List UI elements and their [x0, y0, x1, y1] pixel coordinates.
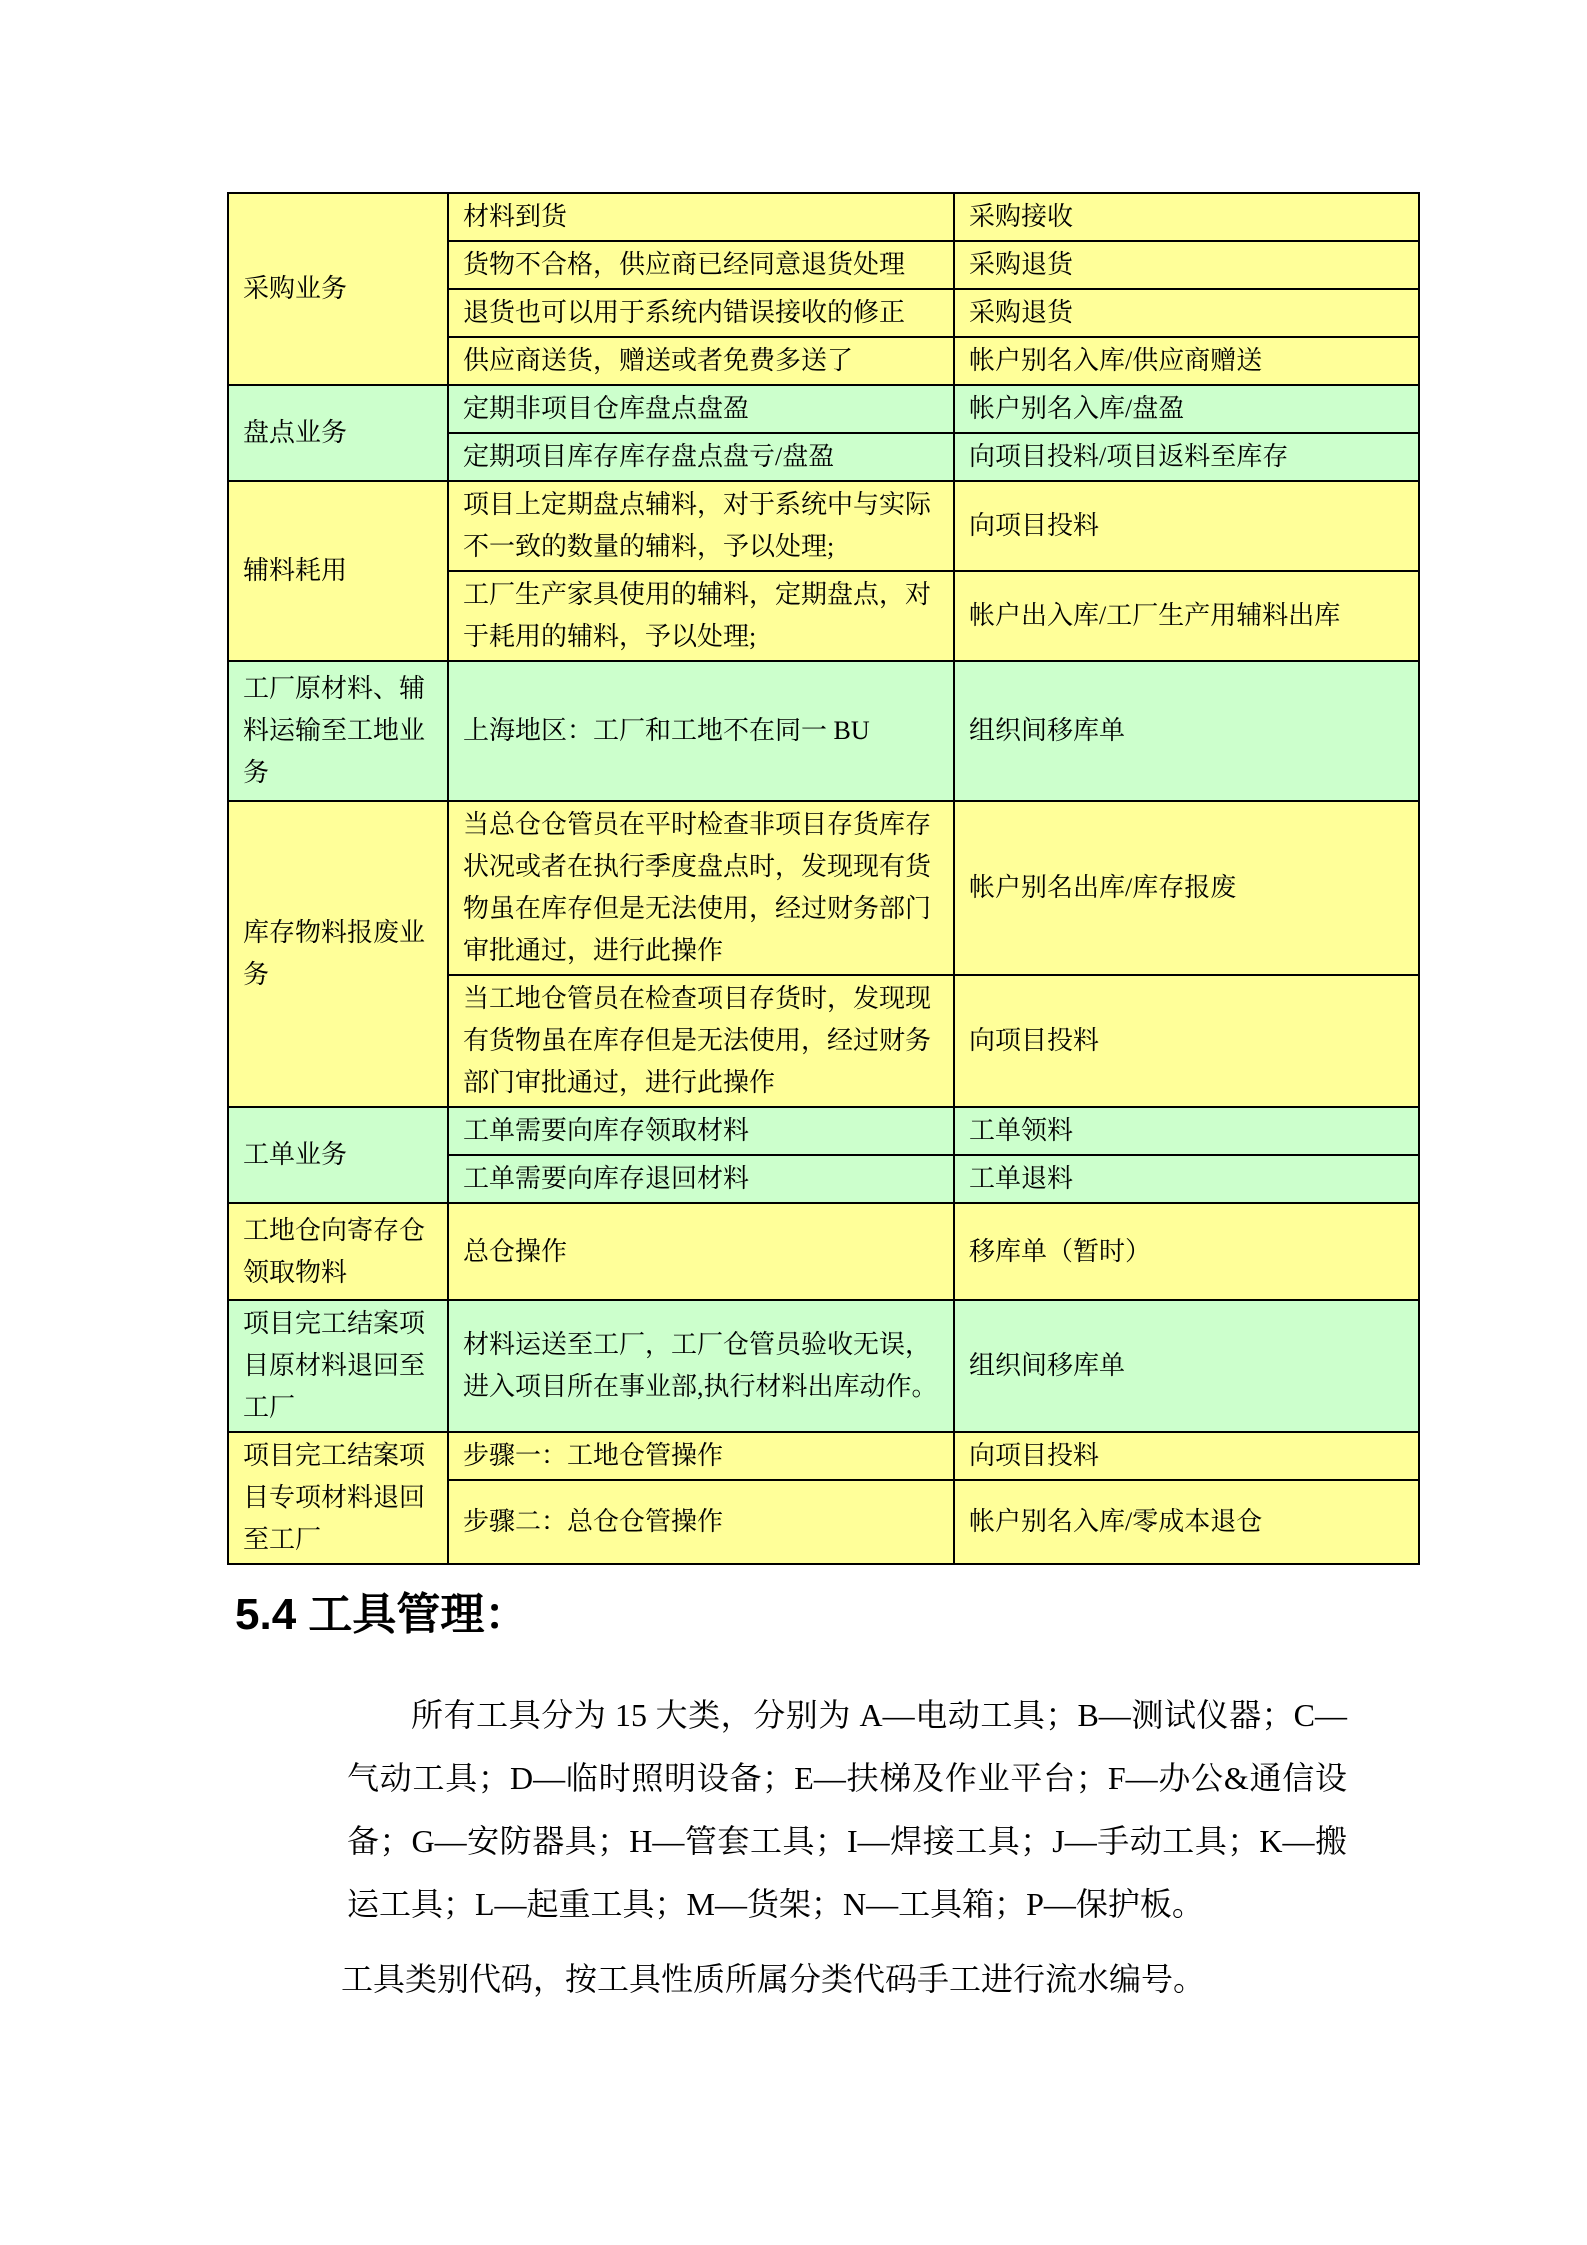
txn-cell: 向项目投料	[954, 481, 1419, 571]
txn-cell: 帐户别名入库/零成本退仓	[954, 1480, 1419, 1564]
txn-cell: 向项目投料	[954, 975, 1419, 1107]
category-cell: 项目完工结案项目专项材料退回至工厂	[228, 1432, 448, 1564]
business-process-table	[227, 192, 1420, 1565]
category-cell: 盘点业务	[228, 385, 448, 481]
desc-cell: 当工地仓管员在检查项目存货时，发现现有货物虽在库存但是无法使用，经过财务部门审批通过，进行此操作	[448, 975, 954, 1107]
desc-cell: 总仓操作	[448, 1203, 954, 1300]
category-cell: 采购业务	[228, 193, 448, 385]
desc-cell: 项目上定期盘点辅料，对于系统中与实际不一致的数量的辅料，予以处理;	[448, 481, 954, 571]
table-row	[228, 193, 1419, 241]
category-cell: 工单业务	[228, 1107, 448, 1203]
desc-cell: 当总仓仓管员在平时检查非项目存货库存状况或者在执行季度盘点时，发现现有货物虽在库存但是无法使用，经过财务部门审批通过，进行此操作	[448, 801, 954, 975]
category-cell: 项目完工结案项目原材料退回至工厂	[228, 1300, 448, 1432]
txn-cell: 采购退货	[954, 241, 1419, 289]
desc-cell: 工单需要向库存领取材料	[448, 1107, 954, 1155]
table-row	[228, 1300, 1419, 1432]
txn-cell: 向项目投料/项目返料至库存	[954, 433, 1419, 481]
txn-cell: 采购退货	[954, 289, 1419, 337]
txn-cell: 采购接收	[954, 193, 1419, 241]
txn-cell: 帐户别名入库/供应商赠送	[954, 337, 1419, 385]
txn-cell: 工单领料	[954, 1107, 1419, 1155]
tool-categories-paragraph: 所有工具分为 15 大类，分别为 A—电动工具；B—测试仪器；C—气动工具；D—临时照明设备；E—扶梯及作业平台；F—办公&通信设备；G—安防器具；H—管套工具；I—焊接工具；J—手动工具；K—搬运工具；L—起重工具；M—货架；N—工具箱；P—保护板。	[347, 1697, 1347, 1922]
table-row	[228, 481, 1419, 571]
tool-code-paragraph: 工具类别代码，按工具性质所属分类代码手工进行流水编号。	[341, 1961, 1206, 1997]
table-row	[228, 661, 1419, 801]
table-row	[228, 385, 1419, 433]
desc-cell: 货物不合格，供应商已经同意退货处理	[448, 241, 954, 289]
desc-cell: 材料到货	[448, 193, 954, 241]
txn-cell: 向项目投料	[954, 1432, 1419, 1480]
category-cell: 辅料耗用	[228, 481, 448, 661]
table-row	[228, 1203, 1419, 1300]
section-heading: 5.4 工具管理：	[235, 1590, 529, 1639]
category-cell: 工厂原材料、辅料运输至工地业务	[228, 661, 448, 801]
txn-cell: 帐户别名出库/库存报废	[954, 801, 1419, 975]
txn-cell: 工单退料	[954, 1155, 1419, 1203]
category-cell: 库存物料报废业务	[228, 801, 448, 1107]
desc-cell: 定期非项目仓库盘点盘盈	[448, 385, 954, 433]
desc-cell: 供应商送货，赠送或者免费多送了	[448, 337, 954, 385]
desc-cell: 工单需要向库存退回材料	[448, 1155, 954, 1203]
txn-cell: 组织间移库单	[954, 661, 1419, 801]
desc-cell: 退货也可以用于系统内错误接收的修正	[448, 289, 954, 337]
txn-cell: 帐户出入库/工厂生产用辅料出库	[954, 571, 1419, 661]
desc-cell: 步骤二：总仓仓管操作	[448, 1480, 954, 1564]
desc-cell: 材料运送至工厂，工厂仓管员验收无误，进入项目所在事业部,执行材料出库动作。	[448, 1300, 954, 1432]
table-row	[228, 1107, 1419, 1155]
desc-cell: 工厂生产家具使用的辅料，定期盘点，对于耗用的辅料，予以处理;	[448, 571, 954, 661]
table-row	[228, 1432, 1419, 1480]
desc-cell: 上海地区：工厂和工地不在同一 BU	[448, 661, 954, 801]
txn-cell: 组织间移库单	[954, 1300, 1419, 1432]
table-row	[228, 801, 1419, 975]
desc-cell: 定期项目库存库存盘点盘亏/盘盈	[448, 433, 954, 481]
category-cell: 工地仓向寄存仓领取物料	[228, 1203, 448, 1300]
txn-cell: 移库单（暂时）	[954, 1203, 1419, 1300]
desc-cell: 步骤一：工地仓管操作	[448, 1432, 954, 1480]
txn-cell: 帐户别名入库/盘盈	[954, 385, 1419, 433]
body-text	[341, 1684, 1347, 2011]
